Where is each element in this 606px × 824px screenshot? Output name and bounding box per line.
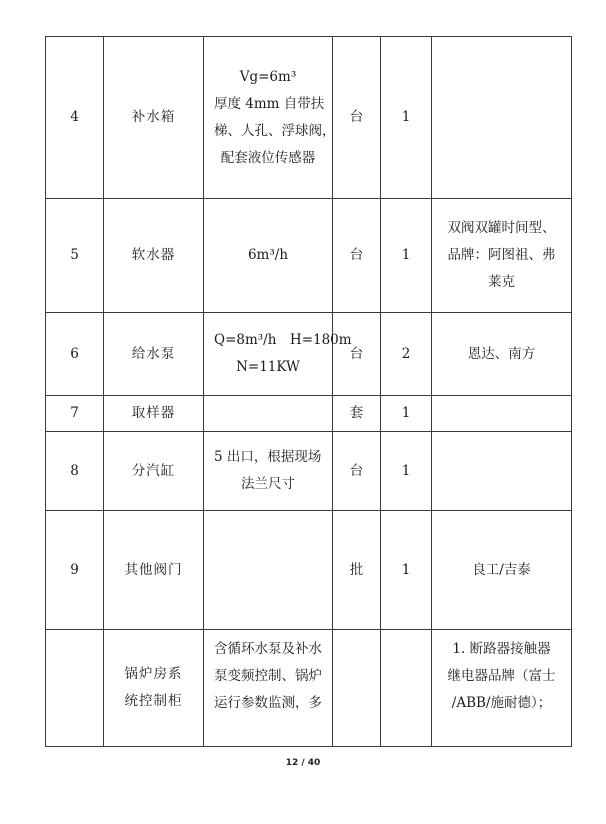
item-qty: 1 [381, 511, 432, 630]
item-unit: 台 [333, 37, 381, 199]
item-unit: 台 [333, 432, 381, 511]
item-unit: 套 [333, 396, 381, 432]
table-row [46, 37, 572, 199]
page-number: 12 / 40 [285, 758, 321, 768]
item-qty: 1 [381, 199, 432, 313]
item-unit [333, 630, 381, 747]
item-qty: 1 [381, 37, 432, 199]
table-row [46, 199, 572, 313]
table-row [46, 511, 572, 630]
item-name: 给水泵 [104, 313, 204, 396]
item-brand [432, 396, 572, 432]
table-row [46, 313, 572, 396]
item-name: 取样器 [104, 396, 204, 432]
item-name: 软水器 [104, 199, 204, 313]
equipment-table [45, 36, 572, 747]
row-number: 9 [46, 511, 104, 630]
row-number: 6 [46, 313, 104, 396]
item-name: 分汽缸 [104, 432, 204, 511]
row-number: 7 [46, 396, 104, 432]
item-unit: 台 [333, 313, 381, 396]
row-number: 4 [46, 37, 104, 199]
item-name: 锅炉房系 统控制柜 [104, 630, 204, 747]
item-qty: 2 [381, 313, 432, 396]
item-spec: Q=8m³/h H=180m N=11KW [204, 313, 333, 396]
item-name: 补水箱 [104, 37, 204, 199]
item-spec: 5 出口，根据现场 法兰尺寸 [204, 432, 333, 511]
item-unit: 台 [333, 199, 381, 313]
item-brand [432, 37, 572, 199]
item-brand: 1. 断路器接触器 继电器品牌（富士 /ABB/施耐德）； [432, 630, 572, 747]
row-number: 5 [46, 199, 104, 313]
row-number [46, 630, 104, 747]
table-row [46, 630, 572, 747]
item-spec: 6m³/h [204, 199, 333, 313]
item-brand [432, 432, 572, 511]
table-row [46, 396, 572, 432]
item-qty: 1 [381, 396, 432, 432]
item-qty [381, 630, 432, 747]
item-unit: 批 [333, 511, 381, 630]
item-spec: 含循环水泵及补水 泵变频控制、锅炉 运行参数监测，多 [204, 630, 333, 747]
item-name: 其他阀门 [104, 511, 204, 630]
item-brand: 双阀双罐时间型、 品牌：阿图祖、弗 莱克 [432, 199, 572, 313]
row-number: 8 [46, 432, 104, 511]
table-row [46, 432, 572, 511]
item-brand: 良工/吉泰 [432, 511, 572, 630]
item-spec [204, 511, 333, 630]
item-qty: 1 [381, 432, 432, 511]
item-brand: 恩达、南方 [432, 313, 572, 396]
item-spec [204, 396, 333, 432]
item-spec: Vg=6m³ 厚度 4mm 自带扶 梯、人孔、浮球阀， 配套液位传感器 [204, 37, 333, 199]
